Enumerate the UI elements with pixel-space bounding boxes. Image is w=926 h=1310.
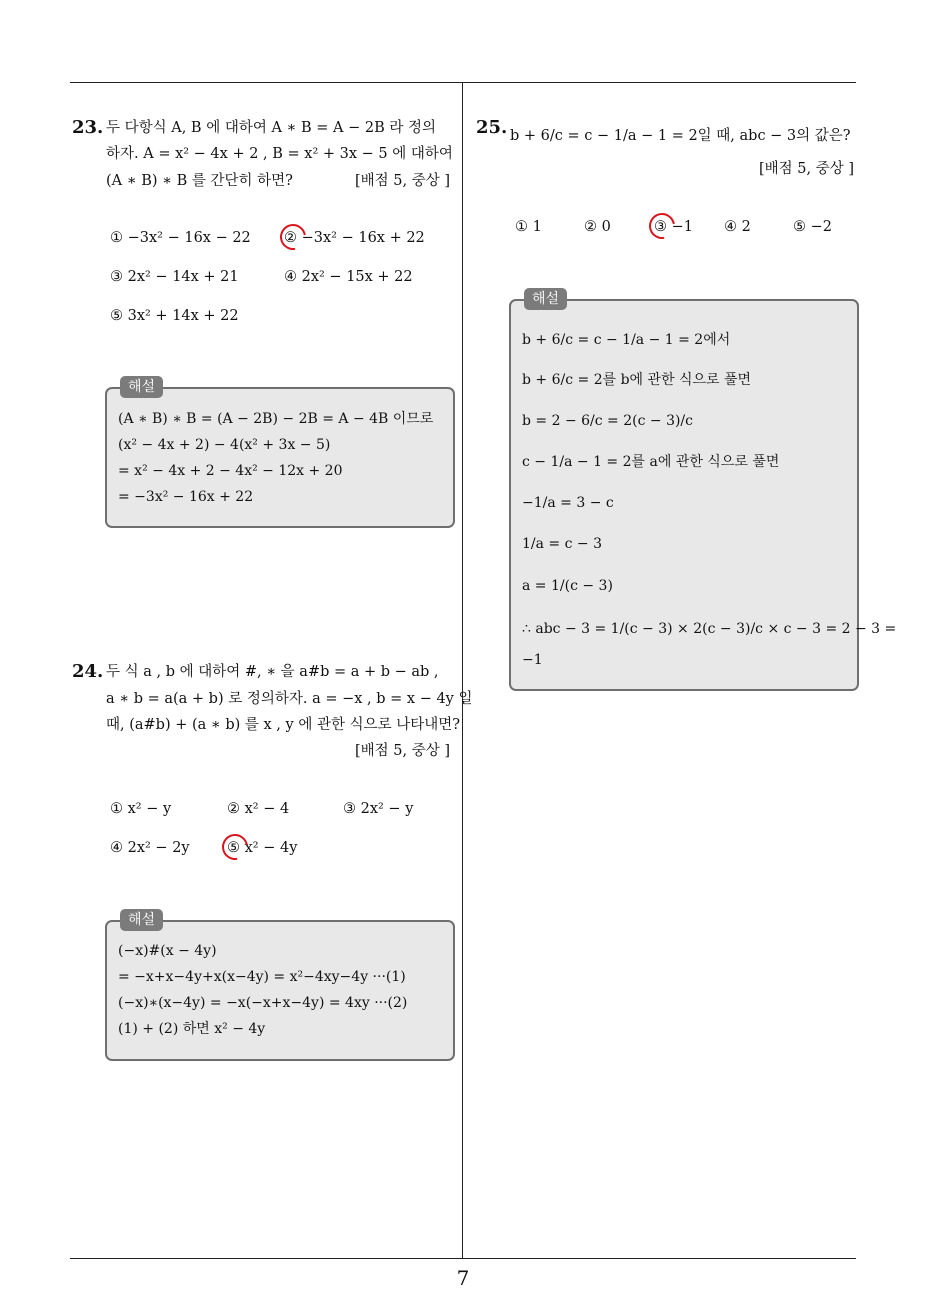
answer-circle-mark [275,219,311,255]
question-23-score: [배점 5, 중상 ] [354,173,450,189]
q23-choice-1[interactable]: ① −3x² − 16x − 22 [110,230,251,246]
q25-solution-line: b = 2 − 6/c = 2(c − 3)/c [522,413,693,429]
q23-solution-line: (x² − 4x + 2) − 4(x² + 3x − 5) [118,437,331,453]
q24-choice-3[interactable]: ③ 2x² − y [343,801,414,817]
q23-choice-2[interactable]: ② −3x² − 16x + 22 [284,230,425,246]
question-23-text-line: 두 다항식 A, B 에 대하여 A ∗ B = A − 2B 라 정의 [106,120,436,136]
q24-choice-5[interactable]: ⑤ x² − 4y [227,840,298,856]
answer-circle-mark [644,208,680,244]
question-25-text-line: b + 6/c = c − 1/a − 1 = 2일 때, abc − 3의 값은? [510,128,851,144]
q25-choice-2[interactable]: ② 0 [584,219,611,235]
question-24-text-line: a ∗ b = a(a + b) 로 정의하자. a = −x , b = x − 4y 일 [106,691,473,707]
q23-solution-tag: 해설 [120,376,163,398]
q25-choice-4[interactable]: ④ 2 [724,219,751,235]
top-rule [70,82,856,83]
q23-choice-5[interactable]: ⑤ 3x² + 14x + 22 [110,308,239,324]
q23-solution-line: = −3x² − 16x + 22 [118,489,254,505]
q23-solution-line: (A ∗ B) ∗ B = (A − 2B) − 2B = A − 4B 이므로 [118,411,434,427]
q25-solution-line: b + 6/c = c − 1/a − 1 = 2에서 [522,332,731,348]
q24-choice-1[interactable]: ① x² − y [110,801,172,817]
q25-solution-line: 1/a = c − 3 [522,536,602,552]
q24-solution-line: = −x+x−4y+x(x−4y) = x²−4xy−4y ···(1) [118,969,406,985]
question-24-text-line: 두 식 a , b 에 대하여 #, ∗ 을 a#b = a + b − ab , [106,664,439,680]
question-23-text-line: 하자. A = x² − 4x + 2 , B = x² + 3x − 5 에 대하여 [106,146,453,162]
q25-solution-tag: 해설 [524,288,567,310]
bottom-rule [70,1258,856,1259]
question-23-text-line: (A ∗ B) ∗ B 를 간단히 하면? [106,173,293,189]
q25-solution-line: −1 [522,652,543,668]
question-24-number: 24. [72,661,104,682]
q25-solution-line: −1/a = 3 − c [522,495,614,511]
page-number: 7 [456,1266,470,1290]
column-divider [462,82,463,1258]
q25-solution-line: c − 1/a − 1 = 2를 a에 관한 식으로 풀면 [522,454,780,470]
q23-solution-line: = x² − 4x + 2 − 4x² − 12x + 20 [118,463,343,479]
q25-solution-line: ∴ abc − 3 = 1/(c − 3) × 2(c − 3)/c × c − 3 = 2 − 3 = [522,621,897,637]
answer-circle-mark [217,829,253,865]
q25-choice-3[interactable]: ③ −1 [654,219,693,235]
question-25-number: 25. [476,117,508,138]
q24-solution-tag: 해설 [120,909,163,931]
q24-choice-4[interactable]: ④ 2x² − 2y [110,840,190,856]
q23-choice-4[interactable]: ④ 2x² − 15x + 22 [284,269,413,285]
question-25-score: [배점 5, 중상 ] [758,161,854,177]
question-24-text-line: 때, (a#b) + (a ∗ b) 를 x , y 에 관한 식으로 나타내면? [106,717,460,733]
q25-solution-line: b + 6/c = 2를 b에 관한 식으로 풀면 [522,372,752,388]
q24-solution-line: (1) + (2) 하면 x² − 4y [118,1021,266,1037]
q24-choice-2[interactable]: ② x² − 4 [227,801,290,817]
q25-choice-5[interactable]: ⑤ −2 [793,219,832,235]
q24-solution-line: (−x)∗(x−4y) = −x(−x+x−4y) = 4xy ···(2) [118,995,408,1011]
q25-choice-1[interactable]: ① 1 [515,219,542,235]
question-23-number: 23. [72,117,104,138]
question-24-score: [배점 5, 중상 ] [354,743,450,759]
q25-solution-line: a = 1/(c − 3) [522,578,613,594]
q23-choice-3[interactable]: ③ 2x² − 14x + 21 [110,269,239,285]
q24-solution-line: (−x)#(x − 4y) [118,943,217,959]
